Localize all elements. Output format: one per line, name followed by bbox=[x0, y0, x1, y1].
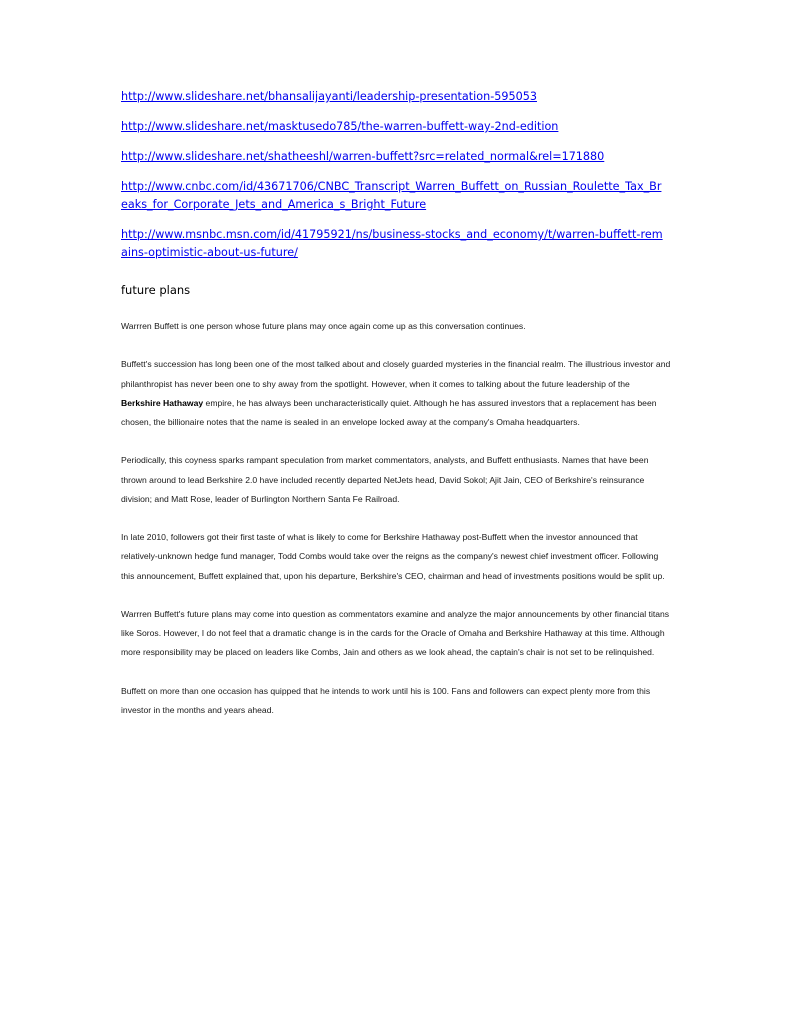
reference-link[interactable]: http://www.slideshare.net/bhansalijayanti/leadership-presentation-595053 bbox=[121, 90, 537, 103]
paragraph bbox=[121, 355, 671, 432]
company-name: Berkshire Hathaway bbox=[121, 397, 204, 408]
paragraph-text: Buffett's succession has long been one of the most talked about and closely guarded mysteries in the financial realm. The illustrious investor and philanthropist has never been one to shy away from the spotlight. However, when it comes to talking about the future leadership of the bbox=[121, 359, 671, 389]
reference-link[interactable]: http://www.cnbc.com/id/43671706/CNBC_Transcript_Warren_Buffett_on_Russian_Roulette_Tax_Breaks_for_Corporate_Jets_and_America_s_Bright_Future bbox=[121, 180, 662, 211]
paragraph: Buffett on more than one occasion has quipped that he intends to work until his is 100. Fans and followers can expect plenty more from this investor in the months and years ahead. bbox=[121, 685, 651, 715]
article-body bbox=[121, 317, 671, 739]
reference-link[interactable]: http://www.slideshare.net/shatheeshl/warren-buffett?src=related_normal&rel=171880 bbox=[121, 150, 605, 163]
reference-link[interactable]: http://www.msnbc.msn.com/id/41795921/ns/business-stocks_and_economy/t/warren-buffett-remains-optimistic-about-us-future/ bbox=[121, 228, 663, 259]
section-heading: future plans bbox=[121, 283, 191, 297]
paragraph: Warrren Buffett's future plans may come into question as commentators examine and analyze the major announcements by other financial titans like Soros. However, I do not feel that a dramatic change is in the cards for the Oracle of Omaha and Berkshire Hathaway at this time. Although more responsibility may be placed on leaders like Combs, Jain and others as we look ahead, the captain's chair is not set to be relinquished. bbox=[121, 608, 670, 658]
paragraph: Warrren Buffett is one person whose future plans may once again come up as this conversation continues. bbox=[121, 321, 526, 331]
paragraph: Periodically, this coyness sparks rampant speculation from market commentators, analysts, and Buffett enthusiasts. Names that have been thrown around to lead Berkshire 2.0 have included recently departed NetJets head, David Sokol; Ajit Jain, CEO of Berkshire's reinsurance division; and Matt Rose, leader of Burlington Northern Santa Fe Railroad. bbox=[121, 455, 649, 504]
paragraph: In late 2010, followers got their first taste of what is likely to come for Berkshire Hathaway post-Buffett when the investor announced that relatively-unknown hedge fund manager, Todd Combs would take over the reigns as the company's newest chief investment officer. Following this announcement, Buffett explained that, upon his departure, Berkshire's CEO, chairman and head of investments positions would be split up. bbox=[121, 532, 665, 581]
paragraph-text: empire, he has always been uncharacteristically quiet. Although he has assured investors that a replacement has been chosen, the billionaire notes that the name is sealed in an envelope locked away at the company's Omaha headquarters. bbox=[121, 397, 657, 427]
reference-links bbox=[121, 88, 666, 274]
reference-link[interactable]: http://www.slideshare.net/masktusedo785/the-warren-buffett-way-2nd-edition bbox=[121, 120, 559, 133]
